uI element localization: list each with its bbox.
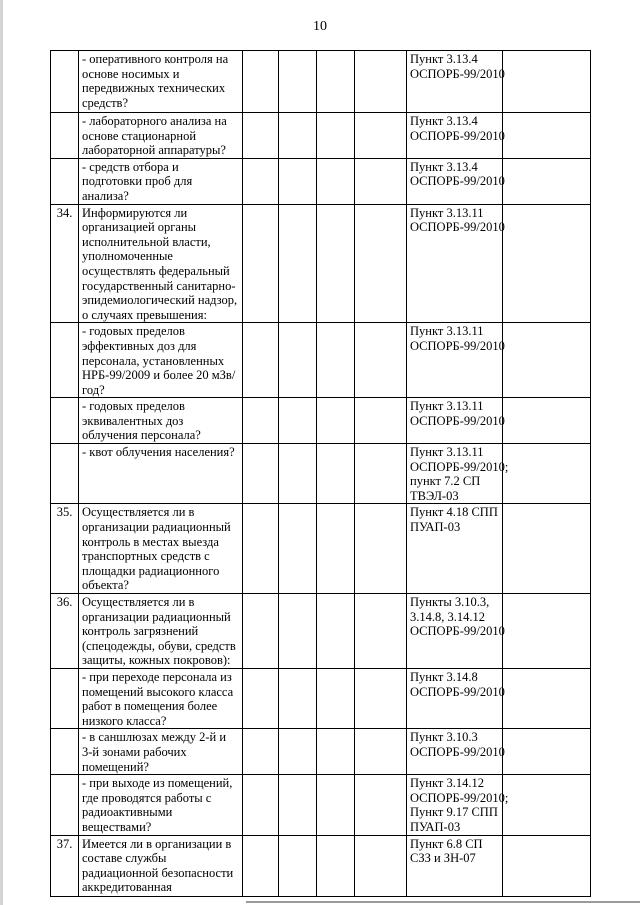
scan-bottom-edge [246,901,640,903]
answer-cell [279,444,317,504]
answer-cell [355,158,407,204]
answer-cell [355,204,407,323]
table-row [51,444,591,504]
notes-cell [503,594,591,669]
answer-cell [317,594,355,669]
reference-text: Пункт 3.13.11 ОСПОРБ-99/2010 [407,204,503,323]
answer-cell [243,113,279,159]
question-text: - оперативного контроля на основе носимых и передвижных технических средств? [79,51,243,113]
question-text: - в саншлюзах между 2-й и 3-й зонами рабочих помещений? [79,729,243,775]
notes-cell [503,729,591,775]
table-row [51,398,591,444]
reference-text: Пункт 3.13.11 ОСПОРБ-99/2010 [407,323,503,398]
page-number: 10 [313,19,327,34]
question-text: Имеется ли в организации в составе службы радиационной безопасности аккредитованная [79,835,243,896]
row-number [51,158,79,204]
answer-cell [279,594,317,669]
row-number [51,51,79,113]
answer-cell [355,775,407,835]
question-text: Информируются ли организацией органы исполнительной власти, уполномоченные осуществлять федеральный государственный санитарно-эпидемиологический надзор, о случаях превышения: [79,204,243,323]
answer-cell [355,594,407,669]
row-number: 37. [51,835,79,896]
answer-cell [355,113,407,159]
notes-cell [503,113,591,159]
question-text: - при переходе персонала из помещений высокого класса работ в помещения более низкого класса? [79,668,243,728]
answer-cell [317,398,355,444]
question-text: - годовых пределов эффективных доз для персонала, установленных НРБ-99/2009 и более 20 мЗв/год? [79,323,243,398]
reference-text: Пункт 3.13.11 ОСПОРБ-99/2010 [407,398,503,444]
answer-cell [317,323,355,398]
notes-cell [503,158,591,204]
table-row [51,668,591,728]
row-number [51,444,79,504]
row-number [51,775,79,835]
table-row [51,835,591,896]
question-text: - средств отбора и подготовки проб для анализа? [79,158,243,204]
reference-text: Пункт 3.14.8 ОСПОРБ-99/2010 [407,668,503,728]
answer-cell [243,51,279,113]
notes-cell [503,398,591,444]
answer-cell [279,113,317,159]
scan-left-edge [0,0,3,905]
answer-cell [355,504,407,594]
answer-cell [355,729,407,775]
answer-cell [355,444,407,504]
answer-cell [317,775,355,835]
row-number [51,668,79,728]
answer-cell [243,504,279,594]
answer-cell [279,835,317,896]
reference-text: Пункт 3.10.3 ОСПОРБ-99/2010 [407,729,503,775]
answer-cell [243,398,279,444]
answer-cell [279,204,317,323]
notes-cell [503,51,591,113]
row-number: 34. [51,204,79,323]
row-number: 36. [51,594,79,669]
notes-cell [503,204,591,323]
answer-cell [317,158,355,204]
table-row [51,504,591,594]
notes-cell [503,668,591,728]
question-text: - при выходе из помещений, где проводятся работы с радиоактивными веществами? [79,775,243,835]
answer-cell [243,775,279,835]
table-row [51,729,591,775]
answer-cell [279,51,317,113]
table-row [51,594,591,669]
answer-cell [243,668,279,728]
question-text: - годовых пределов эквивалентных доз облучения персонала? [79,398,243,444]
reference-text: Пункт 3.13.11 ОСПОРБ-99/2010; пункт 7.2 СП ТВЭЛ-03 [407,444,503,504]
answer-cell [243,158,279,204]
reference-text: Пункт 3.13.4 ОСПОРБ-99/2010 [407,51,503,113]
answer-cell [317,835,355,896]
answer-cell [317,729,355,775]
answer-cell [317,51,355,113]
row-number [51,113,79,159]
answer-cell [317,504,355,594]
question-text: - лабораторного анализа на основе стационарной лабораторной аппаратуры? [79,113,243,159]
answer-cell [243,729,279,775]
answer-cell [317,444,355,504]
answer-cell [279,729,317,775]
reference-text: Пункт 3.13.4 ОСПОРБ-99/2010 [407,158,503,204]
answer-cell [243,323,279,398]
answer-cell [279,775,317,835]
notes-cell [503,444,591,504]
answer-cell [355,668,407,728]
notes-cell [503,775,591,835]
answer-cell [355,323,407,398]
answer-cell [243,835,279,896]
table-row [51,323,591,398]
answer-cell [279,398,317,444]
answer-cell [243,594,279,669]
notes-cell [503,835,591,896]
row-number [51,323,79,398]
answer-cell [279,323,317,398]
row-number [51,729,79,775]
answer-cell [317,668,355,728]
answer-cell [355,835,407,896]
table-row [51,204,591,323]
notes-cell [503,504,591,594]
row-number [51,398,79,444]
table-row [51,51,591,113]
answer-cell [243,204,279,323]
table-row [51,158,591,204]
table-row [51,775,591,835]
question-text: Осуществляется ли в организации радиационный контроль в местах выезда транспортных средств с площадки радиационного объекта? [79,504,243,594]
row-number: 35. [51,504,79,594]
reference-text: Пункт 3.14.12 ОСПОРБ-99/2010; Пункт 9.17 СПП ПУАП-03 [407,775,503,835]
reference-text: Пункты 3.10.3, 3.14.8, 3.14.12 ОСПОРБ-99/2010 [407,594,503,669]
answer-cell [279,504,317,594]
answer-cell [279,668,317,728]
question-text: - квот облучения населения? [79,444,243,504]
reference-text: Пункт 3.13.4 ОСПОРБ-99/2010 [407,113,503,159]
notes-cell [503,323,591,398]
reference-text: Пункт 4.18 СПП ПУАП-03 [407,504,503,594]
checklist-table [50,50,591,897]
question-text: Осуществляется ли в организации радиационный контроль загрязнений (спецодежды, обуви, средств защиты, кожных покровов): [79,594,243,669]
answer-cell [279,158,317,204]
table-row [51,113,591,159]
answer-cell [317,113,355,159]
reference-text: Пункт 6.8 СП СЗЗ и ЗН-07 [407,835,503,896]
answer-cell [355,51,407,113]
answer-cell [355,398,407,444]
answer-cell [243,444,279,504]
answer-cell [317,204,355,323]
